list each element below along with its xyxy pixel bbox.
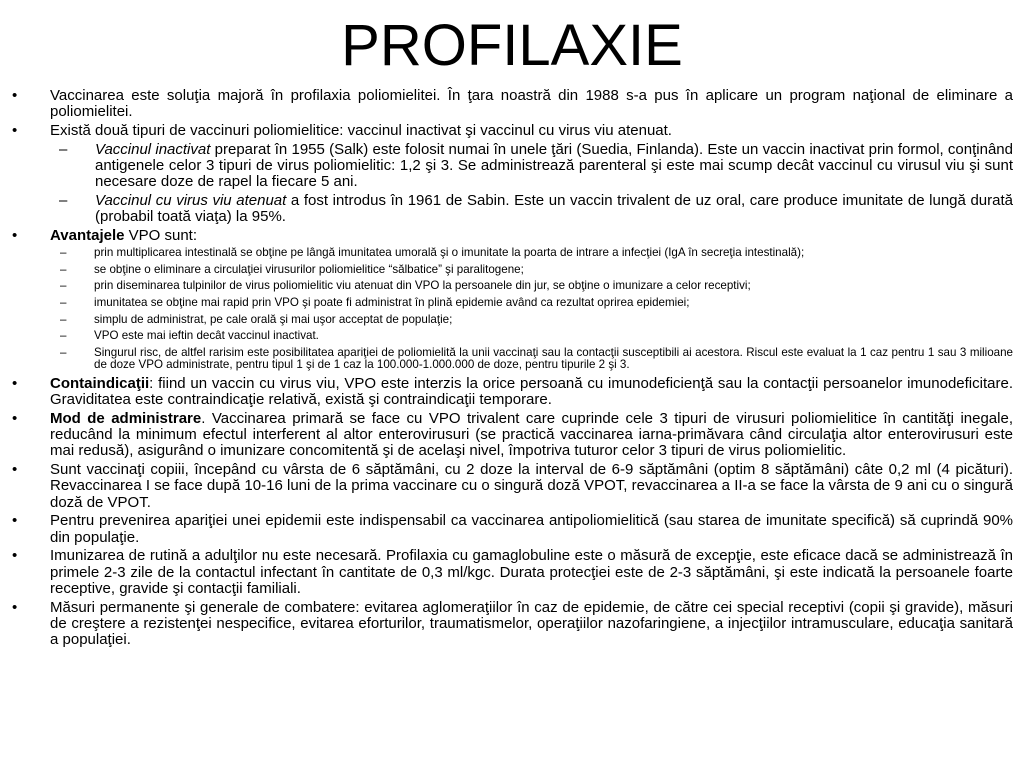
item-text: VPO este mai ieftin decât vaccinul inactivat. bbox=[94, 329, 319, 343]
item-text: preparat în 1955 (Salk) este folosit numai în unele ţări (Suedia, Finlanda). Este un vaccin inactivat prin formol, conţinând antigenele celor 3 tipuri de virus poliomielitic: 1,2 şi 3. Se administrează parenteral şi este mai scump decât vaccinul cu virusul viu şi sunt necesare doze de rapel la fiecare 5 ani. bbox=[95, 140, 1013, 191]
item-lead: Containdicaţii bbox=[50, 374, 150, 392]
list-item bbox=[0, 228, 1024, 244]
dash-icon: – bbox=[60, 279, 67, 293]
item-text: simplu de administrat, pe cale orală şi mai uşor acceptat de populaţie; bbox=[94, 312, 453, 326]
dash-icon: – bbox=[60, 295, 67, 309]
bullet-icon: • bbox=[12, 547, 18, 565]
list-item bbox=[0, 88, 1024, 120]
item-text: a fost introdus în 1961 de Sabin. Este un vaccin trivalent de uz oral, care produce imunitate de lungă durată (probabil toată viaţa) la 95%. bbox=[95, 192, 1013, 226]
list-item bbox=[0, 411, 1024, 460]
advantage-item bbox=[0, 264, 1024, 276]
advantage-item bbox=[0, 247, 1024, 259]
advantage-item bbox=[0, 297, 1024, 309]
item-text: VPO sunt: bbox=[124, 227, 198, 244]
item-text: Măsuri permanente şi generale de combatere: evitarea aglomeraţiilor în caz de epidemie, de către cei special receptivi (copii şi gravide), măsuri de creştere a rezistenţei nespecifice, evitarea eforturilor, traumatismelor, operaţiilor nazofaringiene, a injecţiilor intramusculare, educaţia sanitară a populaţiei. bbox=[50, 598, 1013, 648]
bullet-icon: • bbox=[12, 227, 18, 244]
item-lead: Mod de administrare bbox=[50, 409, 202, 427]
item-text: Pentru prevenirea apariţiei unei epidemii este indispensabil ca vaccinarea antipoliomielitică (sau starea de imunitate specifică) să cuprindă 90% din populaţie. bbox=[50, 512, 1013, 546]
sub-list-item bbox=[0, 142, 1024, 191]
item-text: se obţine o eliminare a circulaţiei virusurilor poliomielitice “sălbatice” şi paralitogene; bbox=[94, 262, 524, 276]
sub-list-item bbox=[0, 193, 1024, 225]
dash-icon: – bbox=[60, 262, 67, 276]
page-title: PROFILAXIE bbox=[341, 13, 683, 78]
item-text: Imunizarea de rutină a adulţilor nu este necesară. Profilaxia cu gamaglobuline este o măsură de excepţie, este eficace dacă se administrează în primele 2-3 zile de la contactul infectant în cantitate de 0,3 ml/kgc. Durata protecţiei este de 2-3 săptămâni, şi este indicată la persoanele foarte receptive, gravide şi contacţii familiali. bbox=[50, 547, 1013, 597]
item-text: Singurul risc, de altfel rarisim este posibilitatea apariţiei de poliomielită la unii vaccinaţi sau la contacţii susceptibili ai acestora. Riscul este evaluat la 1 caz pentru 1 sau 3 milioane de doze VPO administrate, pentru tipul 1 şi de 1 caz la 100.000-1.000.000 de doze, pentru tipurile 2 şi 3. bbox=[94, 346, 1013, 372]
dash-icon: – bbox=[60, 329, 67, 343]
item-text: . Vaccinarea primară se face cu VPO trivalent care cuprinde cele 3 tipuri de virusuri poliomielitice în cantităţi inegale, reducând la minimum efectul interferent al altor enterovirusuri (se practică vaccinarea iarna-primăvara când circulaţia altor enterovirusuri este mai redusă), asigurând o imunizare concomitentă şi de acelaşi nivel, împotriva tuturor celor 3 tipuri de virus poliomielitic. bbox=[50, 409, 1013, 460]
advantage-item bbox=[0, 330, 1024, 342]
bullet-icon: • bbox=[12, 512, 18, 530]
dash-icon: – bbox=[60, 312, 67, 326]
bullet-icon: • bbox=[12, 461, 18, 479]
item-text: : fiind un vaccin cu virus viu, VPO este interzis la orice persoană cu imunodeficienţă sau la contacţii persoanelor imunodeficitare. Graviditatea este contraindicaţie relativă, există şi contraindicaţii temporare. bbox=[50, 374, 1013, 409]
bullet-icon: • bbox=[12, 598, 18, 616]
item-text: prin diseminarea tulpinilor de virus poliomielitic viu atenuat din VPO la persoanele din jur, se obţine o imunizare a celor receptivi; bbox=[94, 279, 751, 293]
advantage-item bbox=[0, 347, 1024, 371]
list-item bbox=[0, 123, 1024, 139]
list-item bbox=[0, 548, 1024, 597]
item-lead: Vaccinul inactivat bbox=[95, 140, 211, 158]
item-lead: Avantajele bbox=[50, 227, 125, 244]
bullet-icon: • bbox=[12, 409, 18, 427]
item-text: Există două tipuri de vaccinuri poliomielitice: vaccinul inactivat şi vaccinul cu virus viu atenuat. bbox=[50, 122, 672, 139]
dash-icon: – bbox=[60, 346, 67, 360]
advantage-item bbox=[0, 314, 1024, 326]
list-item bbox=[0, 376, 1024, 408]
list-item bbox=[0, 600, 1024, 649]
item-lead: Vaccinul cu virus viu atenuat bbox=[95, 192, 287, 209]
item-text: imunitatea se obţine mai rapid prin VPO şi poate fi administrat în plină epidemie având ca rezultat oprirea epidemiei; bbox=[94, 295, 690, 309]
bullet-icon: • bbox=[12, 122, 18, 139]
item-text: prin multiplicarea intestinală se obţine pe lângă imunitatea umorală şi o imunitate la poarta de intrare a infecţiei (IgA în secreţia intestinală); bbox=[94, 245, 805, 259]
list-item bbox=[0, 513, 1024, 545]
bullet-icon: • bbox=[12, 87, 18, 104]
dash-icon: – bbox=[60, 245, 67, 259]
list-item bbox=[0, 462, 1024, 511]
advantage-item bbox=[0, 280, 1024, 292]
bullet-icon: • bbox=[12, 374, 18, 392]
bullet-list bbox=[0, 88, 1024, 651]
dash-icon: – bbox=[59, 192, 68, 209]
item-text: Vaccinarea este soluţia majoră în profilaxia poliomielitei. În ţara noastră din 1988 s-a pus în aplicare un program naţional de eliminare a poliomielitei. bbox=[50, 87, 1013, 121]
item-text: Sunt vaccinaţi copiii, începând cu vârsta de 6 săptămâni, cu 2 doze la interval de 6-9 săptămâni (optim 8 săptămâni) câte 0,2 ml (4 picături). Revaccinarea I se face după 10-16 luni de la prima vaccinare cu o singură doză VPOT, revaccinarea a II-a se face la vârsta de 9 ani cu o singură doză de VPOT. bbox=[50, 461, 1013, 511]
dash-icon: – bbox=[59, 140, 68, 158]
